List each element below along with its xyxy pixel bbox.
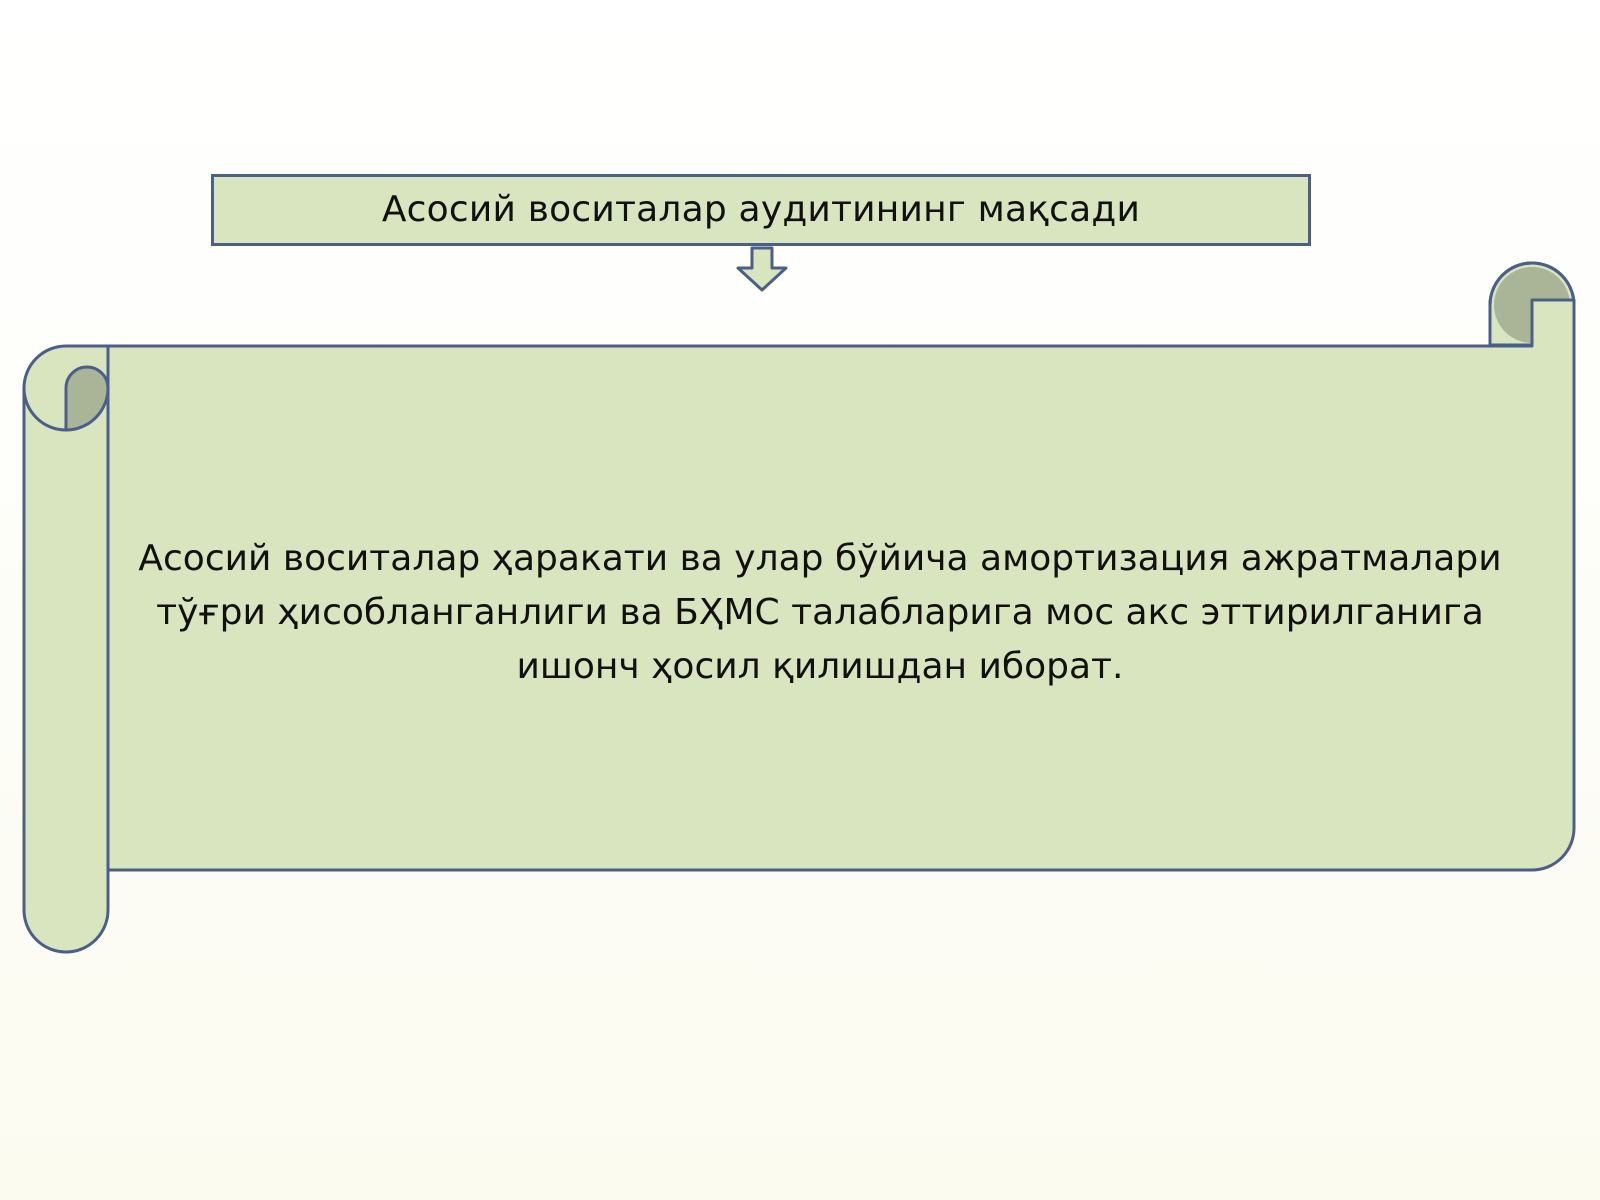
scroll-left-roll xyxy=(24,346,108,952)
header-label: Асосий воситалар аудитининг мақсади xyxy=(381,188,1141,230)
connector-arrow xyxy=(738,248,786,290)
header-box xyxy=(211,174,1311,246)
scroll-text: Асосий воситалар ҳаракати ва улар бўйича амортизация ажратмалари тўғри ҳисобланганлиги ва БҲМС талабларига мос акс эттирилганига ишонч ҳосил қилишдан иборат. xyxy=(138,538,1502,687)
